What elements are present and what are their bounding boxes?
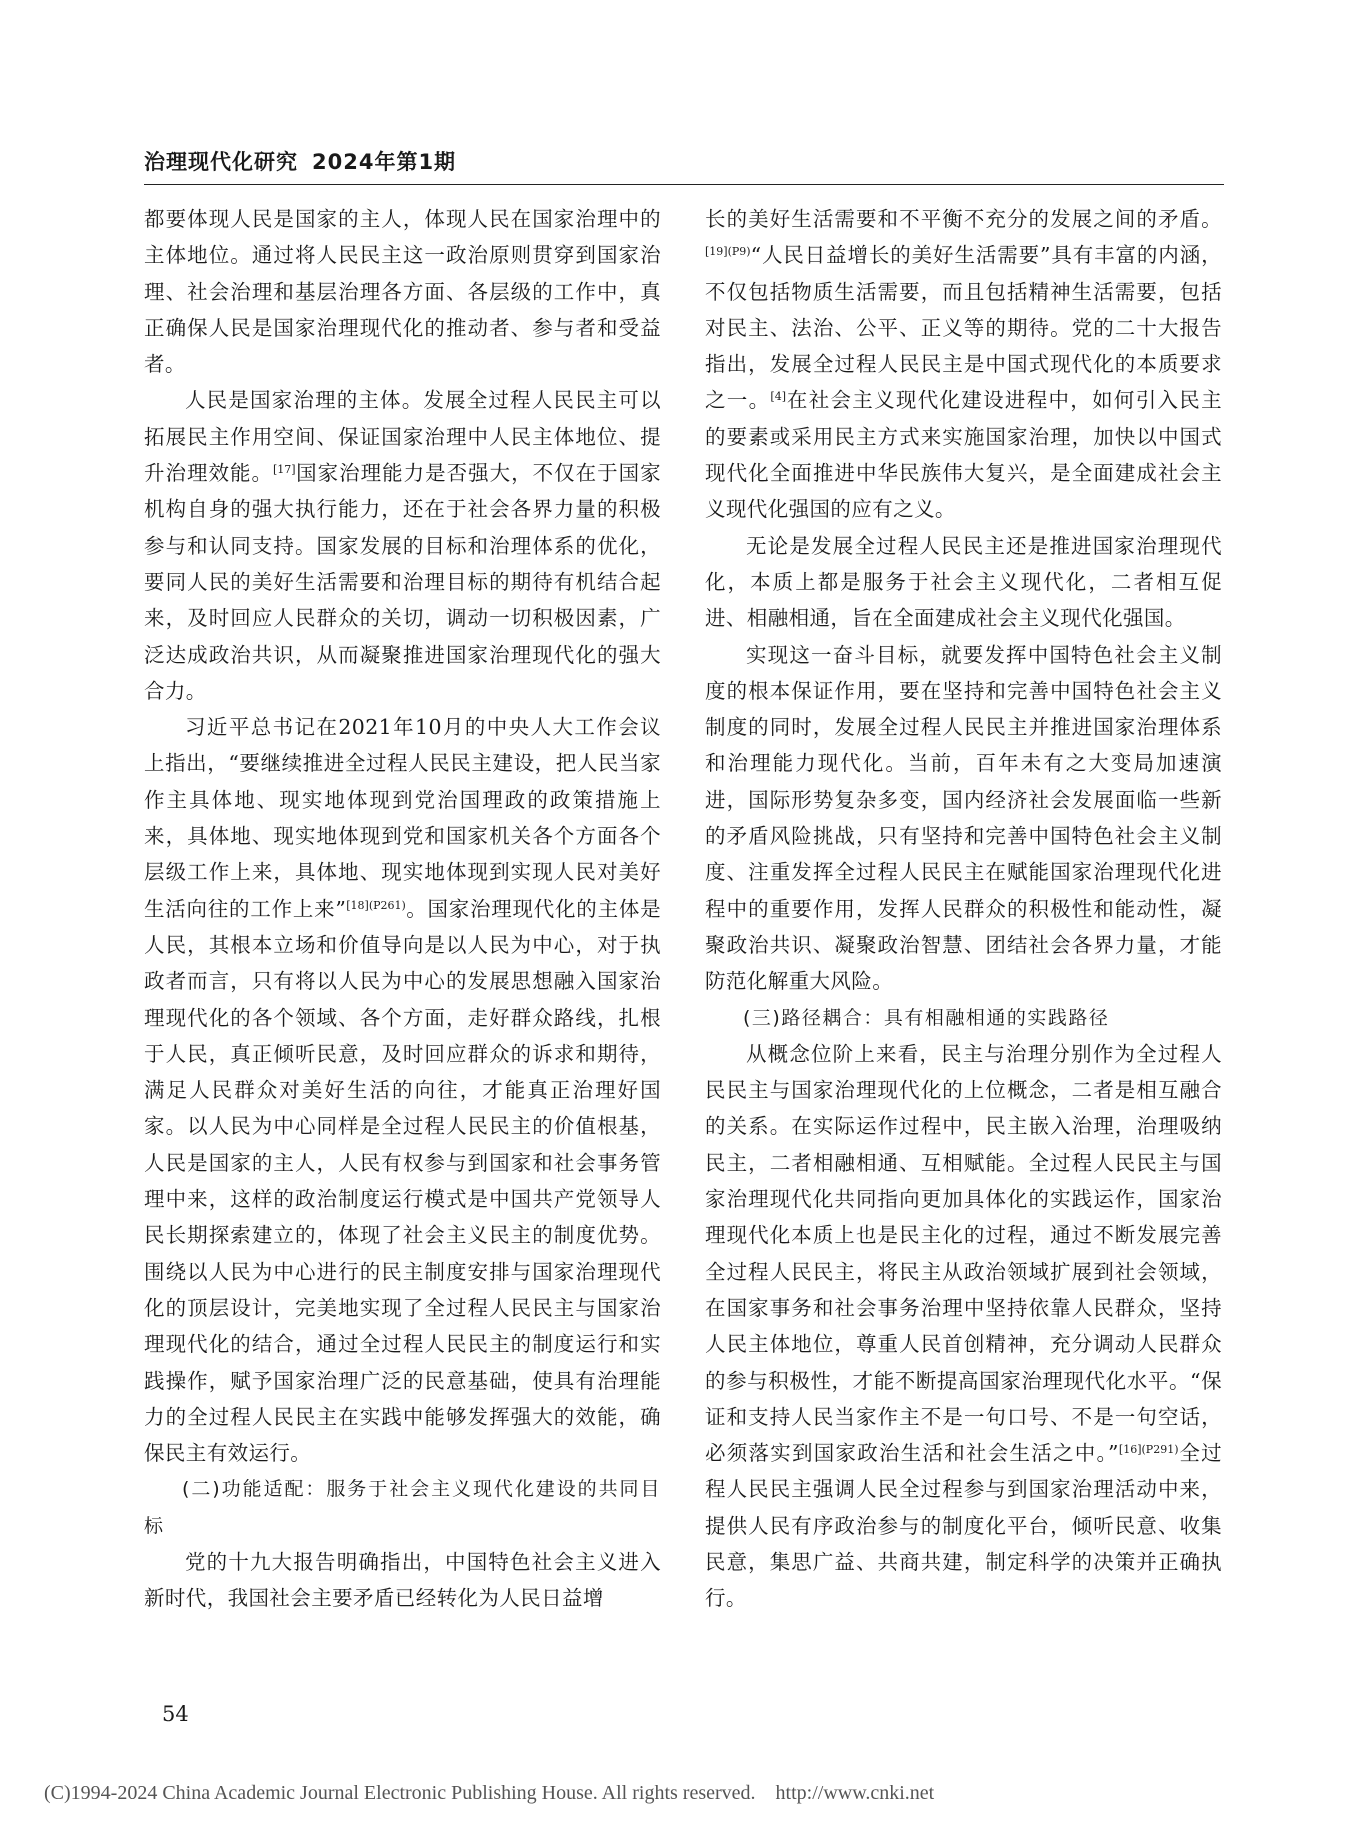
section-subheading xyxy=(705,1000,1222,1036)
body-paragraph xyxy=(144,382,661,709)
paragraph-text: 。国家治理现代化的主体是人民，其根本立场和价值导向是以人民为中心，对于执政者而言，只有将以人民为中心的发展思想融入国家治理现代化的各个领域、各个方面，走好群众路线，扎根于人民，真正倾听民意，及时回应群众的诉求和期待，满足人民群众对美好生活的向往，才能真正治理好国家。以人民为中心同样是全过程人民民主的价值根基，人民是国家的主人，人民有权参与到国家和社会事务管理中来，这样的政治制度运行模式是中国共产党领导人民长期探索建立的，体现了社会主义民主的制度优势。围绕以人民为中心进行的民主制度安排与国家治理现代化的顶层设计，完美地实现了全过程人民民主与国家治理现代化的结合，通过全过程人民民主的制度运行和实践操作，赋予国家治理广泛的民意基础，使具有治理能力的全过程人民民主在实践中能够发挥强大的效能，确保民主有效运行。 xyxy=(144,896,661,1466)
citation-marker: [4] xyxy=(770,390,786,404)
body-paragraph xyxy=(705,1036,1222,1617)
right-column xyxy=(705,201,1222,1681)
left-column xyxy=(144,201,661,1681)
paragraph-text: “人民日益增长的美好生活需要”具有丰富的内涵，不仅包括物质生活需要，而且包括精神生活需要，包括对民主、法治、公平、正义等的期待。党的二十大报告指出，发展全过程人民民主是中国式现代化的本质要求之一。 xyxy=(705,243,1222,413)
body-paragraph xyxy=(144,1544,661,1617)
paragraph-text: 从概念位阶上来看，民主与治理分别作为全过程人民民主与国家治理现代化的上位概念，二者是相互融合的关系。在实际运作过程中，民主嵌入治理，治理吸纳民主，二者相融相通、互相赋能。全过程人民民主与国家治理现代化共同指向更加具体化的实践运作，国家治理现代化本质上也是民主化的过程，通过不断发展完善全过程人民民主，将民主从政治领域扩展到社会领域，在国家事务和社会事务治理中坚持依靠人民群众，坚持人民主体地位，尊重人民首创精神，充分调动人民群众的参与积极性，才能不断提高国家治理现代化水平。“保证和支持人民当家作主不是一句口号、不是一句空话，必须落实到国家政治生活和社会生活之中。” xyxy=(705,1041,1222,1466)
paragraph-text: 都要体现人民是国家的主人，体现人民在国家治理中的主体地位。通过将人民民主这一政治原则贯穿到国家治理、社会治理和基层治理各方面、各层级的工作中，真正确保人民是国家治理现代化的推动者、参与者和受益者。 xyxy=(144,207,661,377)
paragraph-text: 人民是国家治理的主体。发展全过程人民民主可以拓展民主作用空间、保证国家治理中人民主体地位、提升治理效能。 xyxy=(144,388,661,486)
citation-marker: [18](P261) xyxy=(346,898,406,912)
citation-marker: [17] xyxy=(272,463,296,477)
paragraph-text: 在社会主义现代化建设进程中，如何引入民主的要素或采用民主方式来实施国家治理，加快以中国式现代化全面推进中华民族伟大复兴，是全面建成社会主义现代化强国的应有之义。 xyxy=(705,388,1222,522)
body-paragraph xyxy=(144,201,661,382)
paragraph-text: 国家治理能力是否强大，不仅在于国家机构自身的强大执行能力，还在于社会各界力量的积极参与和认同支持。国家发展的目标和治理体系的优化，要同人民的美好生活需要和治理目标的期待有机结合起来，及时回应人民群众的关切，调动一切积极因素，广泛达成政治共识，从而凝聚推进国家治理现代化的强大合力。 xyxy=(144,461,661,703)
citation-marker: [19](P9) xyxy=(705,245,751,259)
paragraph-text: 实现这一奋斗目标，就要发挥中国特色社会主义制度的根本保证作用，要在坚持和完善中国特色社会主义制度的同时，发展全过程人民民主并推进国家治理体系和治理能力现代化。当前，百年未有之大变局加速演进，国际形势复杂多变，国内经济社会发展面临一些新的矛盾风险挑战，只有坚持和完善中国特色社会主义制度、注重发挥全过程人民民主在赋能国家治理现代化进程中的重要作用，发挥人民群众的积极性和能动性，凝聚政治共识、凝聚政治智慧、团结社会各界力量，才能防范化解重大风险。 xyxy=(705,642,1222,994)
paragraph-text: 全过程人民民主强调人民全过程参与到国家治理活动中来，提供人民有序政治参与的制度化平台，倾听民意、收集民意，集思广益、共商共建，制定科学的决策并正确执行。 xyxy=(705,1441,1222,1611)
page-number: 54 xyxy=(162,1702,189,1726)
issue-label: 2024年第1期 xyxy=(312,150,457,174)
copyright-text: (C)1994-2024 China Academic Journal Electronic Publishing House. All rights reserved. http://www.cnki.net xyxy=(44,1782,935,1804)
journal-title: 治理现代化研究 xyxy=(144,150,298,174)
citation-marker: [16](P291) xyxy=(1118,1443,1179,1457)
header-rule xyxy=(144,184,1224,185)
paragraph-text: 长的美好生活需要和不平衡不充分的发展之间的矛盾。 xyxy=(705,207,1222,231)
paragraph-text: 党的十九大报告明确指出，中国特色社会主义进入新时代，我国社会主要矛盾已经转化为人民日益增 xyxy=(144,1549,661,1611)
paragraph-text: 无论是发展全过程人民民主还是推进国家治理现代化，本质上都是服务于社会主义现代化，二者相互促进、相融相通，旨在全面建成社会主义现代化强国。 xyxy=(705,533,1222,631)
section-subheading xyxy=(144,1471,661,1544)
running-header xyxy=(144,146,1224,176)
copyright-notice xyxy=(44,1782,1324,1805)
paragraph-text: (二)功能适配：服务于社会主义现代化建设的共同目标 xyxy=(144,1478,661,1537)
body-paragraph xyxy=(144,709,661,1471)
paragraph-text: 习近平总书记在2021年10月的中央人大工作会议上指出，“要继续推进全过程人民民主建设，把人民当家作主具体地、现实地体现到党治国理政的政策措施上来，具体地、现实地体现到党和国家机关各个方面各个层级工作上来，具体地、现实地体现到实现人民对美好生活向往的工作上来” xyxy=(144,715,661,921)
body-paragraph xyxy=(705,528,1222,637)
body-paragraph xyxy=(705,637,1222,1000)
body-paragraph xyxy=(705,201,1222,528)
paragraph-text: (三)路径耦合：具有相融相通的实践路径 xyxy=(743,1006,1110,1029)
